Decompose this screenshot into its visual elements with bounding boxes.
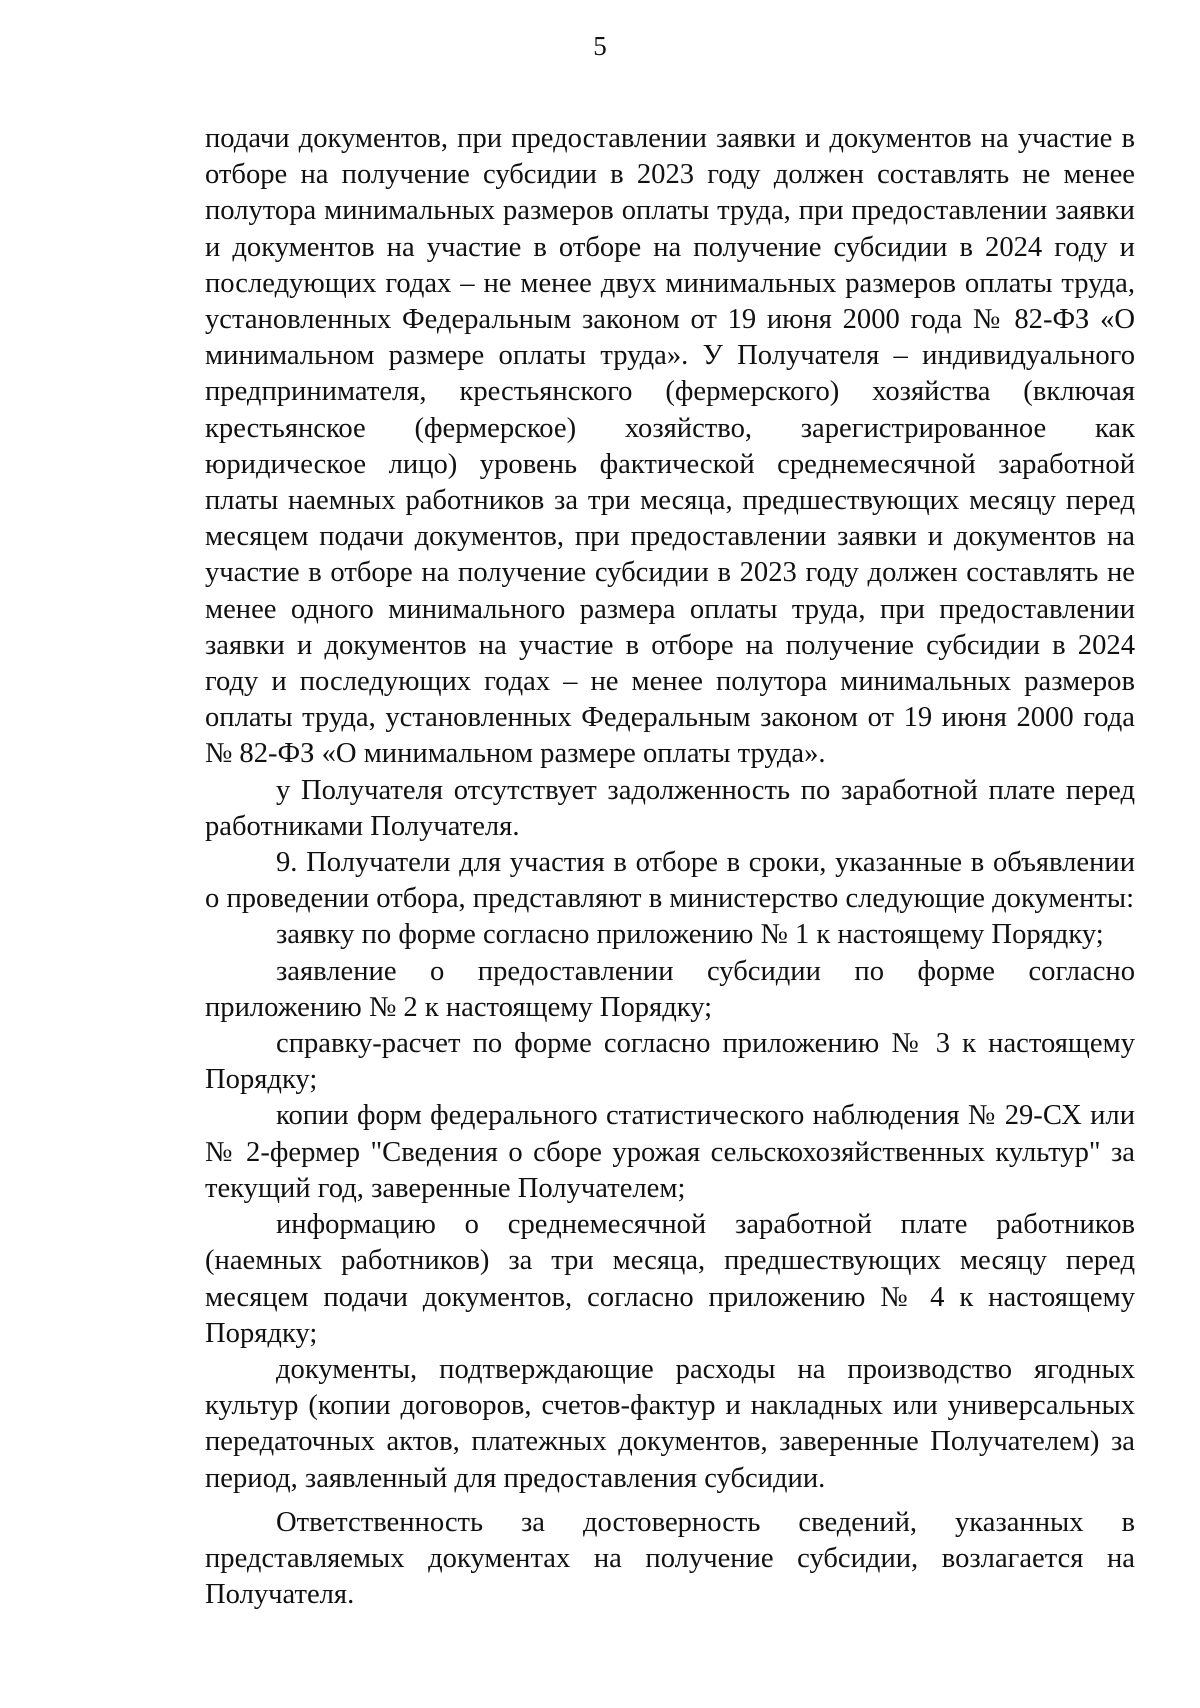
list-item-statistical-forms: копии форм федерального статистического наблюдения № 29-СХ или № 2-фермер "Сведения о сборе урожая сельскохозяйственных культур" за текущий год, заверенные Получателем;	[205, 1100, 1135, 1204]
paragraph-income-requirement: подачи документов, при предоставлении заявки и документов на участие в отборе на получение субсидии в 2023 году должен составлять не менее полутора минимальных размеров оплаты труда, при предоставлении заявки и документов на участие в отборе на получение субсидии в 2024 году и последующих годах – не менее двух минимальных размеров оплаты труда, установленных Федеральным законом от 19 июня 2000 года № 82-ФЗ «О минимальном размере оплаты труда». У Получателя – индивидуального предпринимателя, крестьянского (фермерского) хозяйства (включая крестьянское (фермерское) хозяйство, зарегистрированное как юридическое лицо) уровень фактической среднемесячной заработной платы наемных работников за три месяца, предшествующих месяцу перед месяцем подачи документов, при предоставлении заявки и документов на участие в отборе на получение субсидии в 2023 году должен составлять не менее одного минимального размера оплаты труда, при предоставлении заявки и документов на участие в отборе на получение субсидии в 2024 году и последующих годах – не менее полутора минимальных размеров оплаты труда, установленных Федеральным законом от 19 июня 2000 года № 82-ФЗ «О минимальном размере оплаты труда».	[205, 123, 1135, 770]
list-item-expense-documents: документы, подтверждающие расходы на производство ягодных культур (копии договоров, счетов-фактур и накладных или универсальных передаточных актов, платежных документов, заверенные Получателем) за период, заявленный для предоставления субсидии.	[205, 1353, 1135, 1494]
page-number: 5	[593, 31, 607, 61]
list-item-calculation-certificate: справку-расчет по форме согласно приложению № 3 к настоящему Порядку;	[205, 1028, 1135, 1096]
list-item-subsidy-request: заявление о предоставлении субсидии по форме согласно приложению № 2 к настоящему Порядку;	[205, 955, 1135, 1023]
paragraph-responsibility: Ответственность за достоверность сведений, указанных в представляемых документах на получение субсидии, возлагается на Получателя.	[205, 1506, 1135, 1611]
list-item-wage-information: информацию о среднемесячной заработной плате работников (наемных работников) за три месяца, предшествующих месяцу перед месяцем подачи документов, согласно приложению № 4 к настоящему Порядку;	[205, 1209, 1135, 1349]
list-item-application: заявку по форме согласно приложению № 1 к настоящему Порядку;	[276, 919, 1104, 951]
paragraph-no-wage-debt: у Получателя отсутствует задолженность по заработной плате перед работниками Получателя.	[205, 774, 1135, 842]
paragraph-section-9: 9. Получатели для участия в отборе в сроки, указанные в объявлении о проведении отбора, представляют в министерство следующие документы:	[205, 847, 1135, 915]
document-body	[205, 121, 1135, 1613]
